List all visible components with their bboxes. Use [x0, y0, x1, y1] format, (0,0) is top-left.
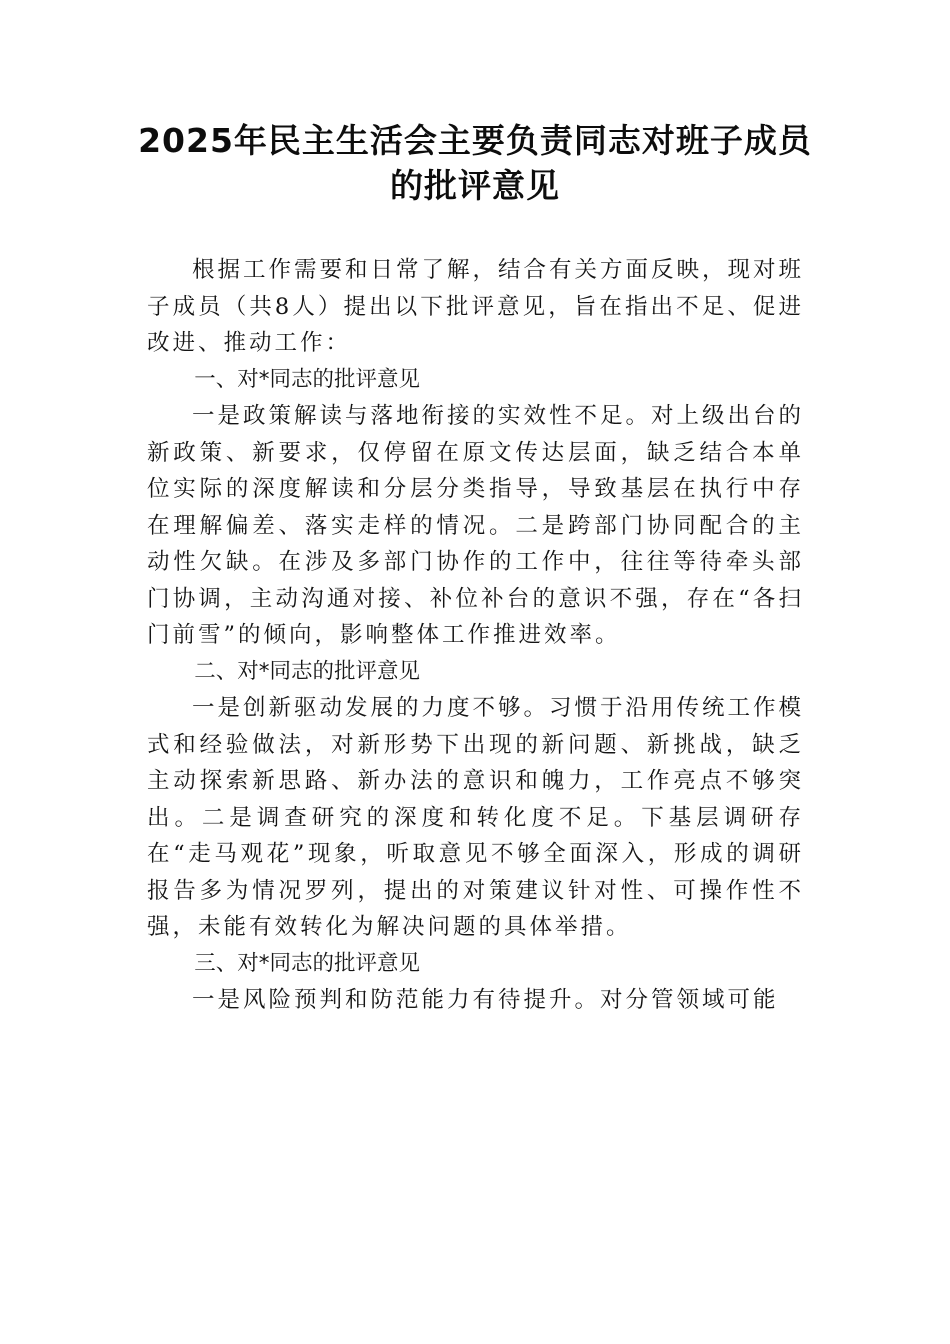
- section-heading-2: 二、对*同志的批评意见: [194, 658, 421, 684]
- section-heading-3: 三、对*同志的批评意见: [194, 950, 421, 976]
- section-heading-1: 一、对*同志的批评意见: [194, 366, 421, 392]
- section-paragraph-1: 一是政策解读与落地衔接的实效性不足。对上级出台的新政策、新要求，仅停留在原文传达层面，缺乏结合本单位实际的深度解读和分层分类指导，导致基层在执行中存在理解偏差、落实走样的情况。二是跨部门协同配合的主动性欠缺。在涉及多部门协作的工作中，往往等待牵头部门协调，主动沟通对接、补位补台的意识不强，存在“各扫门前雪”的倾向，影响整体工作推进效率。: [147, 403, 805, 648]
- document-title: 2025年民主生活会主要负责同志对班子成员的批评意见: [138, 121, 812, 205]
- document-body: [147, 252, 804, 1019]
- section-paragraph-3: 一是风险预判和防范能力有待提升。对分管领域可能: [192, 987, 779, 1013]
- section-paragraph-2: 一是创新驱动发展的力度不够。习惯于沿用传统工作模式和经验做法，对新形势下出现的新问题、新挑战，缺乏主动探索新思路、新办法的意识和魄力，工作亮点不够突出。二是调查研究的深度和转化度不足。下基层调研存在“走马观花”现象，听取意见不够全面深入，形成的调研报告多为情况罗列，提出的对策建议针对性、可操作性不强，未能有效转化为解决问题的具体举措。: [147, 695, 805, 940]
- intro-paragraph: 根据工作需要和日常了解，结合有关方面反映，现对班子成员（共8人）提出以下批评意见，旨在指出不足、促进改进、推动工作：: [147, 257, 805, 356]
